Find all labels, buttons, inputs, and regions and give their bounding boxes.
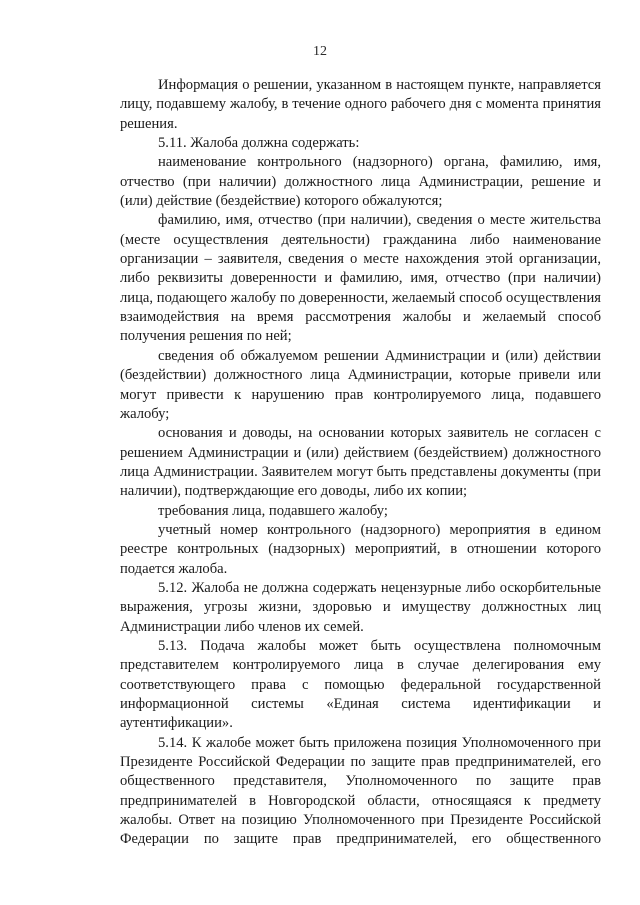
- paragraph-5-13: 5.13. Подача жалобы может быть осуществлена полномочным представителем контролируемого лица в случае делегирования ему соответствующего права с помощью федеральной государственной информационной системы «Единая система идентификации и аутентификации».: [120, 637, 601, 732]
- page-number: 12: [313, 44, 327, 59]
- paragraph-grounds: основания и доводы, на основании которых заявитель не согласен с решением Администрации и (или) действием (бездействием) должностного лица Администрации. Заявителем могут быть представлены документы (при наличии), подтверждающие его доводы, либо их копии;: [120, 425, 601, 500]
- paragraph-appealed-decision: сведения об обжалуемом решении Администрации и (или) действии (бездействии) должностного лица Администрации, которые привели или могут привести к нарушению прав контролируемого лица, подавшего жалобу;: [120, 347, 601, 422]
- paragraph-5-12: 5.12. Жалоба не должна содержать нецензурные либо оскорбительные выражения, угрозы жизни, здоровью и имуществу должностных лиц Администрации либо членов их семей.: [120, 579, 601, 635]
- paragraph-authority-name: наименование контрольного (надзорного) органа, фамилию, имя, отчество (при наличии) должностного лица Администрации, решение и (или) действие (бездействие) которого обжалуются;: [120, 154, 601, 210]
- paragraph-5-14: 5.14. К жалобе может быть приложена позиция Уполномоченного при Президенте Российской Федерации по защите прав предпринимателей, его общественного представителя, Уполномоченного по защите прав предпринимателей в Новгородской области, относящаяся к предмету жалобы. Ответ на позицию Уполномоченного при Президенте Российской Федерации по защите прав предпринимателей, его общественного: [120, 734, 601, 848]
- paragraph-registry-number: учетный номер контрольного (надзорного) мероприятия в едином реестре контрольных (надзорных) мероприятий, в отношении которого подается жалоба.: [120, 521, 601, 577]
- document-body: [120, 76, 601, 850]
- paragraph-decision-info: Информация о решении, указанном в настоящем пункте, направляется лицу, подавшему жалобу, в течение одного рабочего дня с момента принятия решения.: [120, 77, 601, 132]
- paragraph-applicant-details: фамилию, имя, отчество (при наличии), сведения о месте жительства (месте осуществления деятельности) гражданина либо наименование организации – заявителя, сведения о месте нахождения этой организации, либо реквизиты доверенности и фамилию, имя, отчество (при наличии) лица, подающего жалобу по доверенности, желаемый способ осуществления взаимодействия на время рассмотрения жалобы и желаемый способ получения решения по ней;: [120, 212, 601, 345]
- paragraph-requirements: требования лица, подавшего жалобу;: [158, 502, 388, 519]
- paragraph-5-11-heading: 5.11. Жалоба должна содержать:: [158, 135, 360, 152]
